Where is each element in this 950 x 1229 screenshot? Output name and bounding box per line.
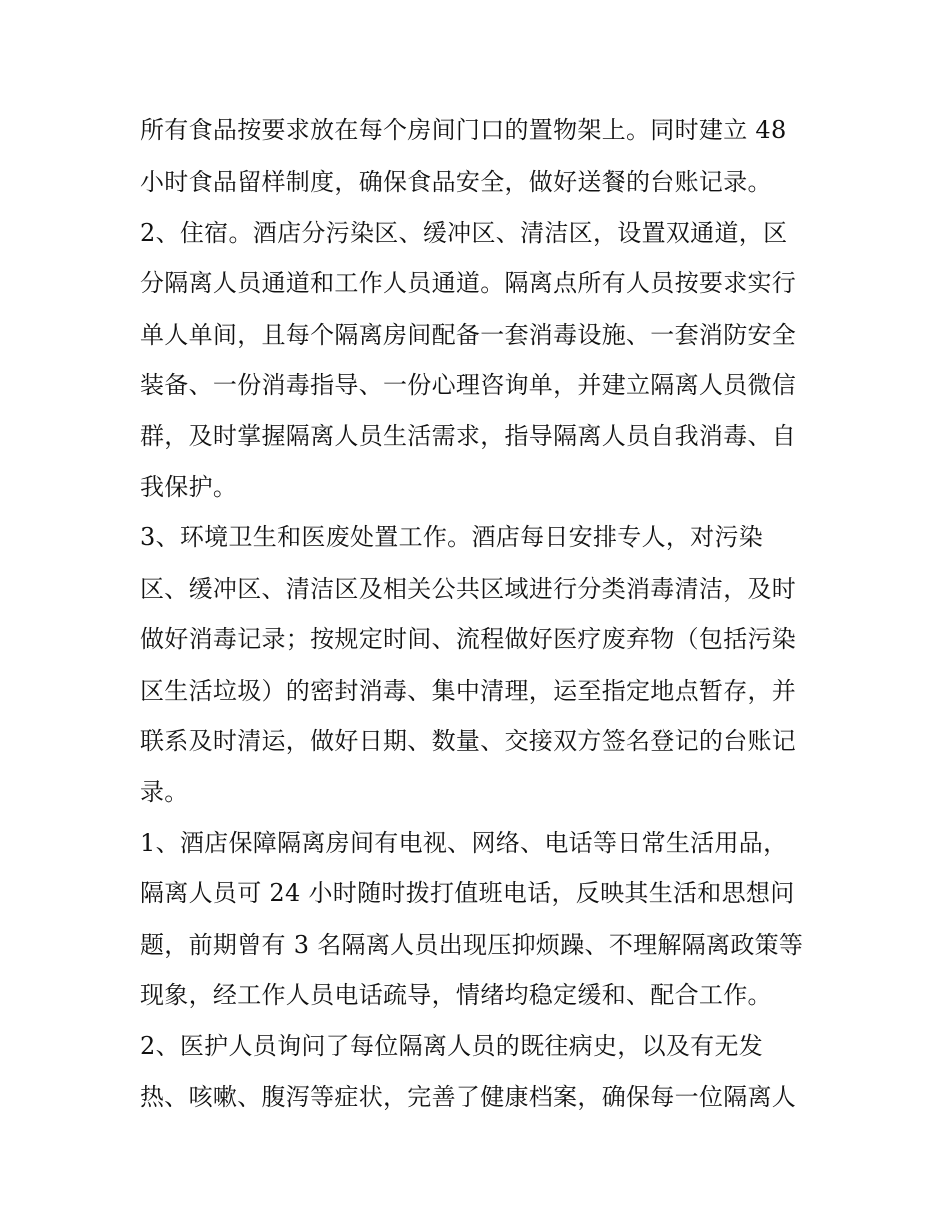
text-line: 2、住宿。酒店分污染区、缓冲区、清洁区，设置双通道，区 [140,219,788,247]
text-line: 区、缓冲区、清洁区及相关公共区域进行分类消毒清洁，及时 [140,575,797,603]
text-line: 群，及时掌握隔离人员生活需求，指导隔离人员自我消毒、自 [140,422,797,450]
text-line: 区生活垃圾）的密封消毒、集中清理，运至指定地点暂存，并 [140,677,797,705]
text-line: 热、咳嗽、腹泻等症状，完善了健康档案，确保每一位隔离人 [140,1083,797,1111]
text-line: 1、酒店保障隔离房间有电视、网络、电话等日常生活用品， [140,829,788,857]
text-line: 我保护。 [140,473,238,501]
text-line: 题，前期曾有 3 名隔离人员出现压抑烦躁、不理解隔离政策等 [140,931,804,959]
text-line: 单人单间，且每个隔离房间配备一套消毒设施、一套消防安全 [140,321,797,349]
text-line: 2、医护人员询问了每位隔离人员的既往病史，以及有无发 [140,1032,764,1060]
text-line: 小时食品留样制度，确保食品安全，做好送餐的台账记录。 [140,168,772,196]
text-line: 装备、一份消毒指导、一份心理咨询单，并建立隔离人员微信 [140,371,797,399]
text-line: 现象，经工作人员电话疏导，情绪均稳定缓和、配合工作。 [140,981,772,1009]
text-line: 所有食品按要求放在每个房间门口的置物架上。同时建立 48 [140,116,787,144]
text-line: 3、环境卫生和医废处置工作。酒店每日安排专人，对污染 [140,523,764,551]
text-line: 分隔离人员通道和工作人员通道。隔离点所有人员按要求实行 [140,269,797,297]
text-line: 联系及时清运，做好日期、数量、交接双方签名登记的台账记 [140,727,797,755]
text-line: 录。 [140,778,189,806]
text-line: 做好消毒记录；按规定时间、流程做好医疗废弃物（包括污染 [140,625,797,653]
text-line: 隔离人员可 24 小时随时拨打值班电话，反映其生活和思想问 [140,879,795,907]
